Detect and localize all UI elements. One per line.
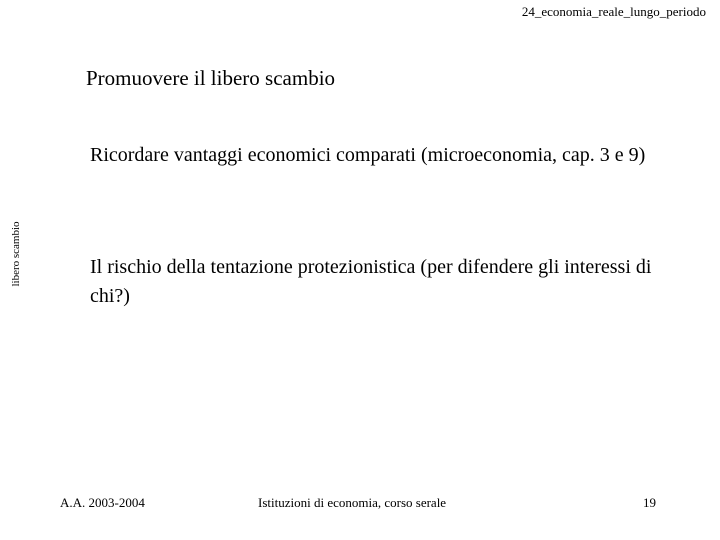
side-label: libero scambio — [10, 221, 22, 287]
footer-academic-year: A.A. 2003-2004 — [60, 495, 145, 510]
footer-course: Istituzioni di economia, corso serale — [258, 495, 447, 510]
footer-page-number: 19 — [643, 495, 656, 510]
body-paragraph: Il rischio della tentazione protezionistica (per difendere gli interessi di chi?) — [90, 256, 652, 307]
body-paragraph: Ricordare vantaggi economici comparati (microeconomia, cap. 3 e 9) — [90, 144, 646, 166]
slide-title: Promuovere il libero scambio — [86, 66, 336, 90]
header-filename: 24_economia_reale_lungo_periodo — [521, 4, 706, 19]
